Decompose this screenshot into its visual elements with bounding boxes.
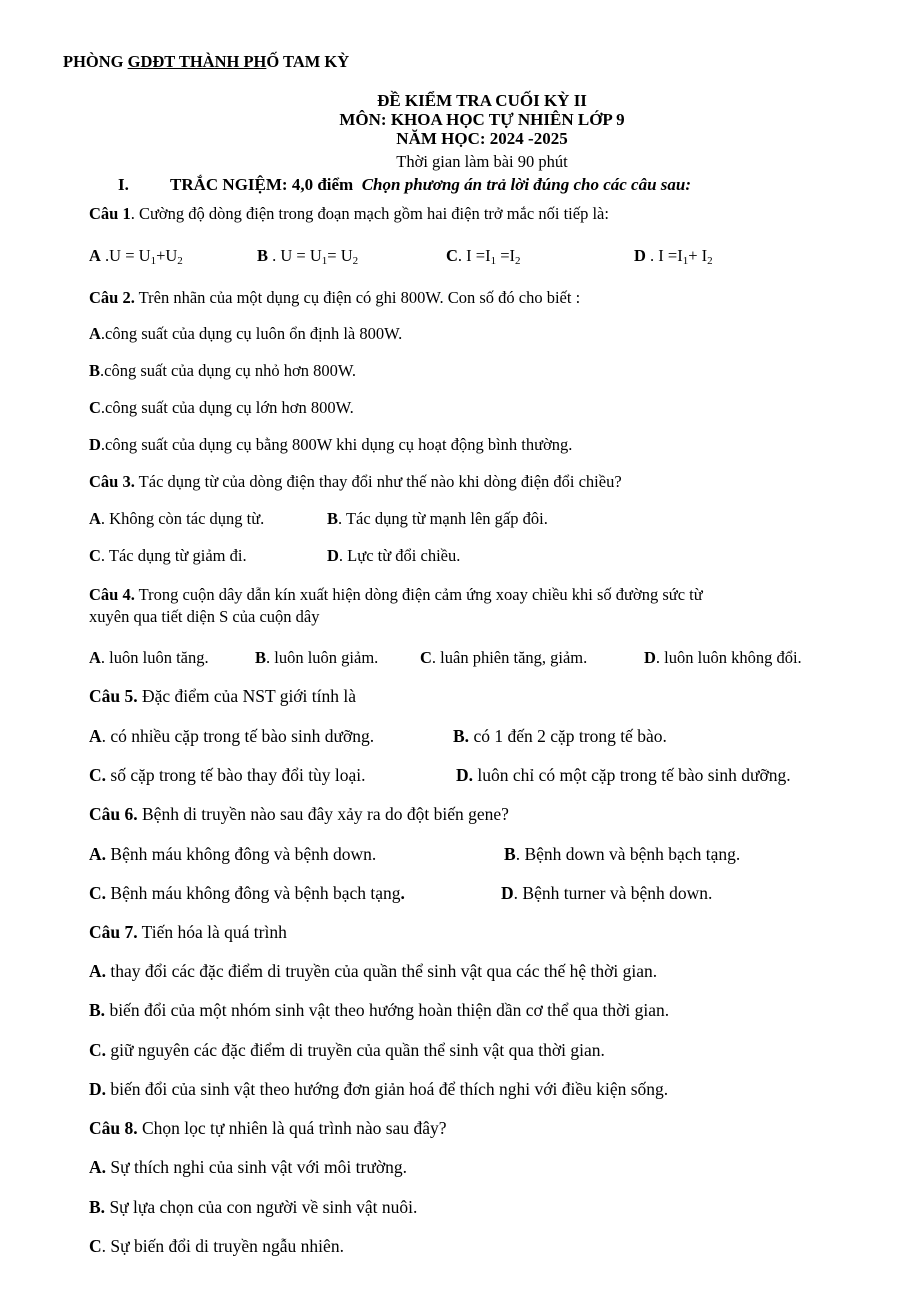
option-7b: B. biến đổi của một nhóm sinh vật theo hướng hoàn thiện dần cơ thể qua thời gian. [89, 1000, 670, 1020]
option-6c: C. Bệnh máu không đông và bệnh bạch tạng. [89, 883, 405, 903]
option-7c: C. giữ nguyên các đặc điểm di truyền của quần thể sinh vật qua thời gian. [89, 1040, 605, 1060]
question-1: Câu 1. Cường độ dòng điện trong đoạn mạch gồm hai điện trở mắc nối tiếp là: [89, 204, 609, 223]
question-5-options-ab [89, 726, 667, 747]
question-3-options-ab [89, 509, 548, 529]
department-header: PHÒNG GDĐT THÀNH PHỐ TAM KỲ [63, 52, 350, 71]
option-1c: C. $I =I_1 =I_2$ [446, 246, 521, 267]
school-year: NĂM HỌC: 2024 -2025 [396, 129, 568, 148]
option-5b: B. có 1 đến 2 cặp trong tế bào. [453, 726, 667, 746]
subject-line: MÔN: KHOA HỌC TỰ NHIÊN LỚP 9 [339, 110, 625, 129]
question-4-options [89, 648, 802, 668]
question-6: Câu 6. Bệnh di truyền nào sau đây xảy ra do đột biến gene? [89, 804, 509, 824]
question-2: Câu 2. Trên nhãn của một dụng cụ điện có ghi 800W. Con số đó cho biết : [89, 288, 581, 307]
question-6-options-cd [89, 883, 712, 904]
option-2a: A.công suất của dụng cụ luôn ổn định là 800W. [89, 324, 403, 343]
option-4d: D. luôn luôn không đổi. [644, 648, 802, 667]
question-3: Câu 3. Tác dụng từ của dòng điện thay đổi như thế nào khi dòng điện đổi chiều? [89, 472, 622, 491]
option-5d: D. luôn chỉ có một cặp trong tế bào sinh dưỡng. [456, 765, 791, 785]
option-4c: C. luân phiên tăng, giảm. [420, 648, 588, 667]
option-6b: B. Bệnh down và bệnh bạch tạng. [504, 844, 741, 864]
option-2b: B.công suất của dụng cụ nhỏ hơn 800W. [89, 361, 357, 380]
option-5c: C. số cặp trong tế bào thay đổi tùy loại. [89, 765, 366, 785]
option-7a: A. thay đổi các đặc điểm di truyền của quần thể sinh vật qua các thế hệ thời gian. [89, 961, 658, 981]
exam-title: ĐỀ KIỂM TRA CUỐI KỲ II [377, 91, 587, 110]
option-1d: D . $I =I_1+ I_2$ [634, 246, 713, 267]
option-5a: A. có nhiều cặp trong tế bào sinh dưỡng. [89, 726, 375, 746]
option-4a: A. luôn luôn tăng. [89, 648, 209, 667]
question-5-options-cd [89, 765, 791, 786]
question-7: Câu 7. Tiến hóa là quá trình [89, 922, 287, 942]
option-8c: C. Sự biến đổi di truyền ngẫu nhiên. [89, 1236, 344, 1256]
question-5: Câu 5. Đặc điểm của NST giới tính là [89, 686, 357, 706]
option-3a: A. Không còn tác dụng từ. [89, 509, 265, 528]
section-instruction: Chọn phương án trả lời đúng cho các câu sau: [361, 175, 692, 194]
question-6-options-ab [89, 844, 740, 865]
option-8a: A. Sự thích nghi của sinh vật với môi trường. [89, 1157, 407, 1177]
exam-duration: Thời gian làm bài 90 phút [396, 152, 568, 171]
option-8b: B. Sự lựa chọn của con người về sinh vật nuôi. [89, 1197, 418, 1217]
option-2d: D.công suất của dụng cụ bằng 800W khi dụng cụ hoạt động bình thường. [89, 435, 573, 454]
question-4: Câu 4. Trong cuộn dây dẫn kín xuất hiện dòng điện cảm ứng xoay chiều khi số đường sức từ [89, 585, 703, 604]
question-3-options-cd [89, 546, 460, 566]
option-2c: C.công suất của dụng cụ lớn hơn 800W. [89, 398, 354, 417]
question-1-options [89, 246, 713, 267]
department-underlined: GDĐT THÀNH PH [127, 52, 267, 71]
question-4-cont: xuyên qua tiết diện S của cuộn dây [89, 607, 320, 626]
option-6a: A. Bệnh máu không đông và bệnh down. [89, 844, 377, 864]
question-8: Câu 8. Chọn lọc tự nhiên là quá trình nào sau đây? [89, 1118, 447, 1138]
option-3d: D. Lực từ đổi chiều. [327, 546, 461, 565]
option-3b: B. Tác dụng từ mạnh lên gấp đôi. [327, 509, 548, 528]
option-3c: C. Tác dụng từ giảm đi. [89, 546, 247, 565]
option-1a: A $.U = U_1+U_2$ [89, 246, 183, 267]
option-4b: B. luôn luôn giảm. [255, 648, 379, 667]
option-6d: D. Bệnh turner và bệnh down. [501, 883, 713, 903]
section-heading: I. TRẮC NGIỆM: 4,0 điểm Chọn phương án trả lời đúng cho các câu sau: [118, 175, 692, 194]
option-7d: D. biến đổi của sinh vật theo hướng đơn giản hoá để thích nghi với điều kiện sống. [89, 1079, 669, 1099]
option-1b: B . $U = U_1= U_2$ [257, 246, 359, 267]
